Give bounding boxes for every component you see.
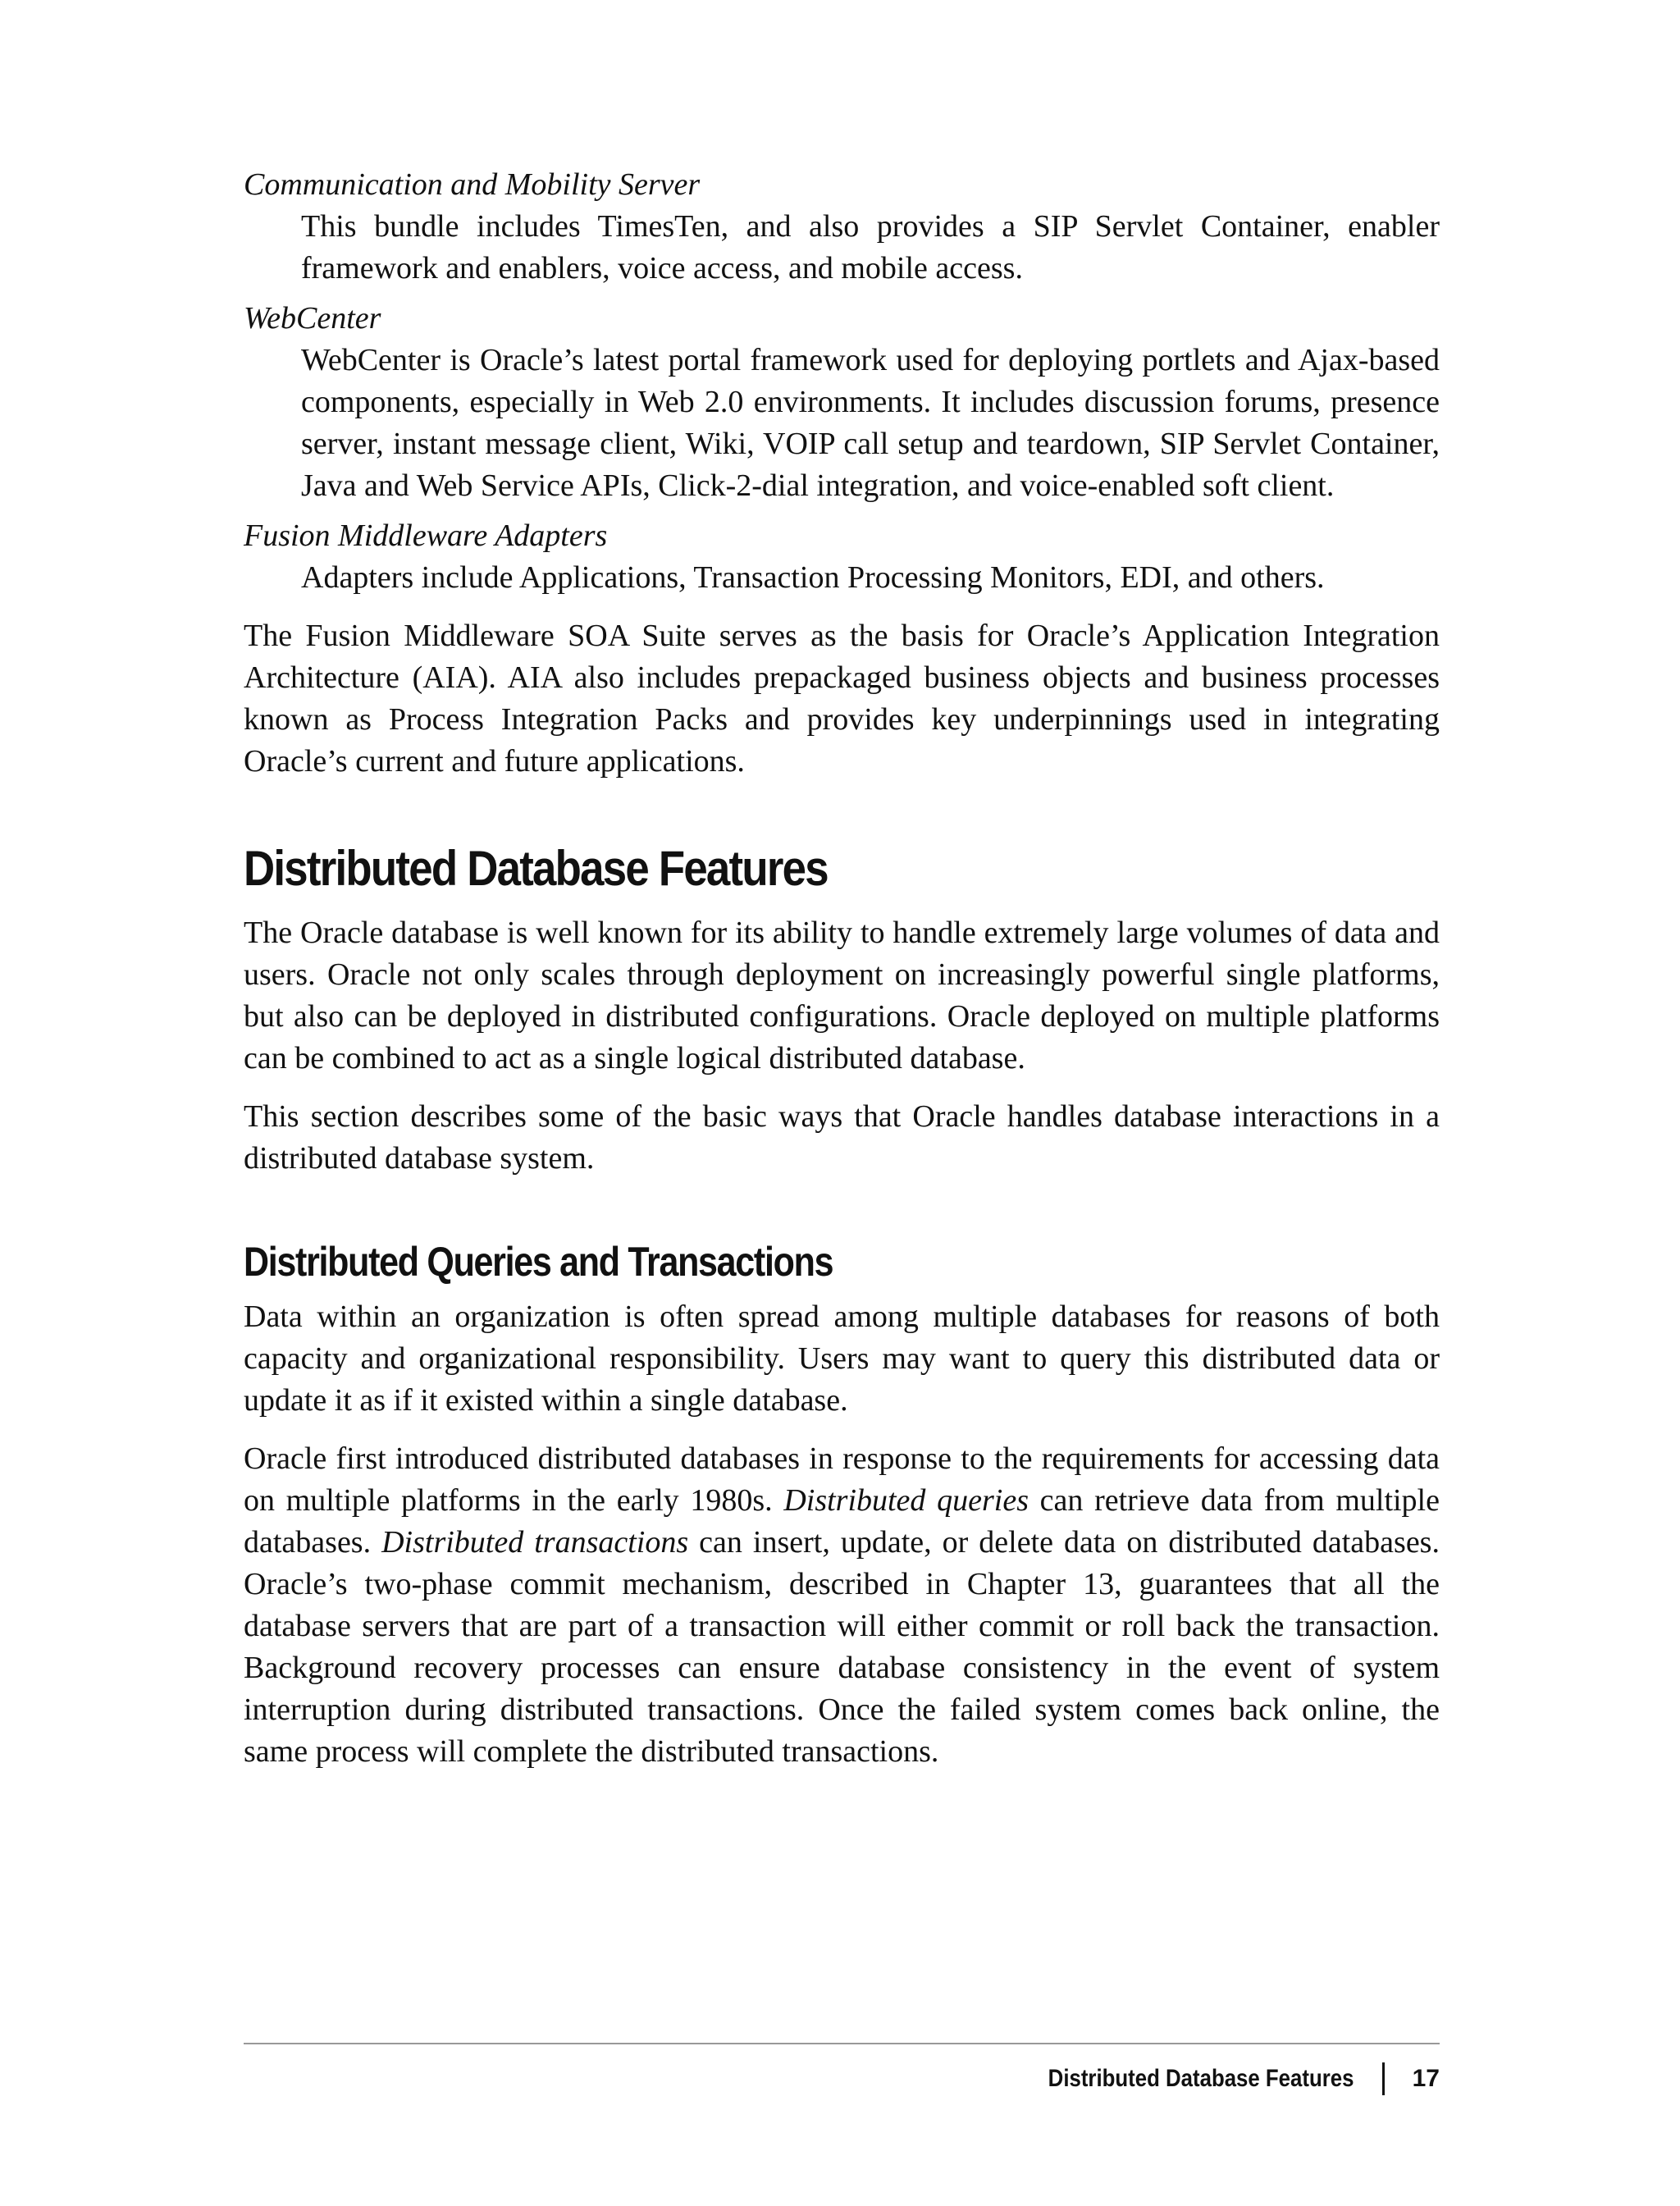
footer-divider — [1382, 2062, 1385, 2095]
emphasis-term: Distributed queries — [783, 1483, 1029, 1518]
running-title: Distributed Database Features — [1048, 2065, 1354, 2092]
footer-content — [998, 2062, 1440, 2095]
page-footer — [244, 2043, 1440, 2092]
definition-term: Communication and Mobility Server — [244, 167, 701, 202]
definition-description: This bundle includes TimesTen, and also provides a SIP Servlet Container, enabler framework and enablers, voice access, and mobile access. — [301, 209, 1440, 285]
page-content — [244, 164, 1440, 1773]
intro-paragraph: The Fusion Middleware SOA Suite serves as the basis for Oracle’s Application Integration Architecture (AIA). AIA also includes prepackaged business objects and business processes known as Process Integration Packs and provides key underpinnings used in integrating Oracle’s current and future applications. — [244, 619, 1440, 779]
paragraph-text: can retrieve data from multiple databases. — [244, 1483, 1440, 1560]
emphasis-term: Distributed transactions — [381, 1525, 689, 1560]
definition-description: WebCenter is Oracle’s latest portal framework used for deploying portlets and Ajax-based components, especially in Web 2.0 environments. It includes discussion forums, presence server, instant message client, Wiki, VOIP call setup and teardown, SIP Servlet Container, Java and Web Service APIs, Click-2-dial integration, and voice-enabled soft client. — [301, 343, 1440, 503]
definition-term: WebCenter — [244, 301, 381, 336]
subsection-paragraph: Data within an organization is often spread among multiple databases for reasons of both capacity and organizational responsibility. Users may want to query this distributed data or update it as if it existed within a single database. — [244, 1299, 1440, 1418]
subsection-paragraph — [244, 1438, 1440, 1773]
paragraph-text: Oracle first introduced distributed databases in response to the requirements for accessing data on multiple platforms in the early 1980s. — [244, 1441, 1440, 1518]
subsection-heading: Distributed Queries and Transactions — [244, 1239, 833, 1285]
section-heading: Distributed Database Features — [244, 841, 828, 896]
section-paragraph: The Oracle database is well known for its ability to handle extremely large volumes of data and users. Oracle not only scales through deployment on increasingly powerful single platforms, but also can be deployed in distributed configurations. Oracle deployed on multiple platforms can be combined to act as a single logical distributed database. — [244, 916, 1440, 1076]
definition-term: Fusion Middleware Adapters — [244, 518, 608, 553]
definition-description: Adapters include Applications, Transaction Processing Monitors, EDI, and others. — [301, 560, 1325, 595]
paragraph-text: can insert, update, or delete data on distributed databases. Oracle’s two-phase commit mechanism, described in Chapter 13, guarantees that all the database servers that are part of a transaction will either commit or roll back the transaction. Background recovery processes can ensure database consistency in the event of system interruption during distributed transactions. Once the failed system comes back online, the same process will complete the distributed transactions. — [244, 1525, 1440, 1769]
section-paragraph: This section describes some of the basic ways that Oracle handles database interactions in a distributed database system. — [244, 1099, 1440, 1176]
definition-list — [244, 164, 1440, 599]
page-number: 17 — [1412, 2065, 1440, 2092]
